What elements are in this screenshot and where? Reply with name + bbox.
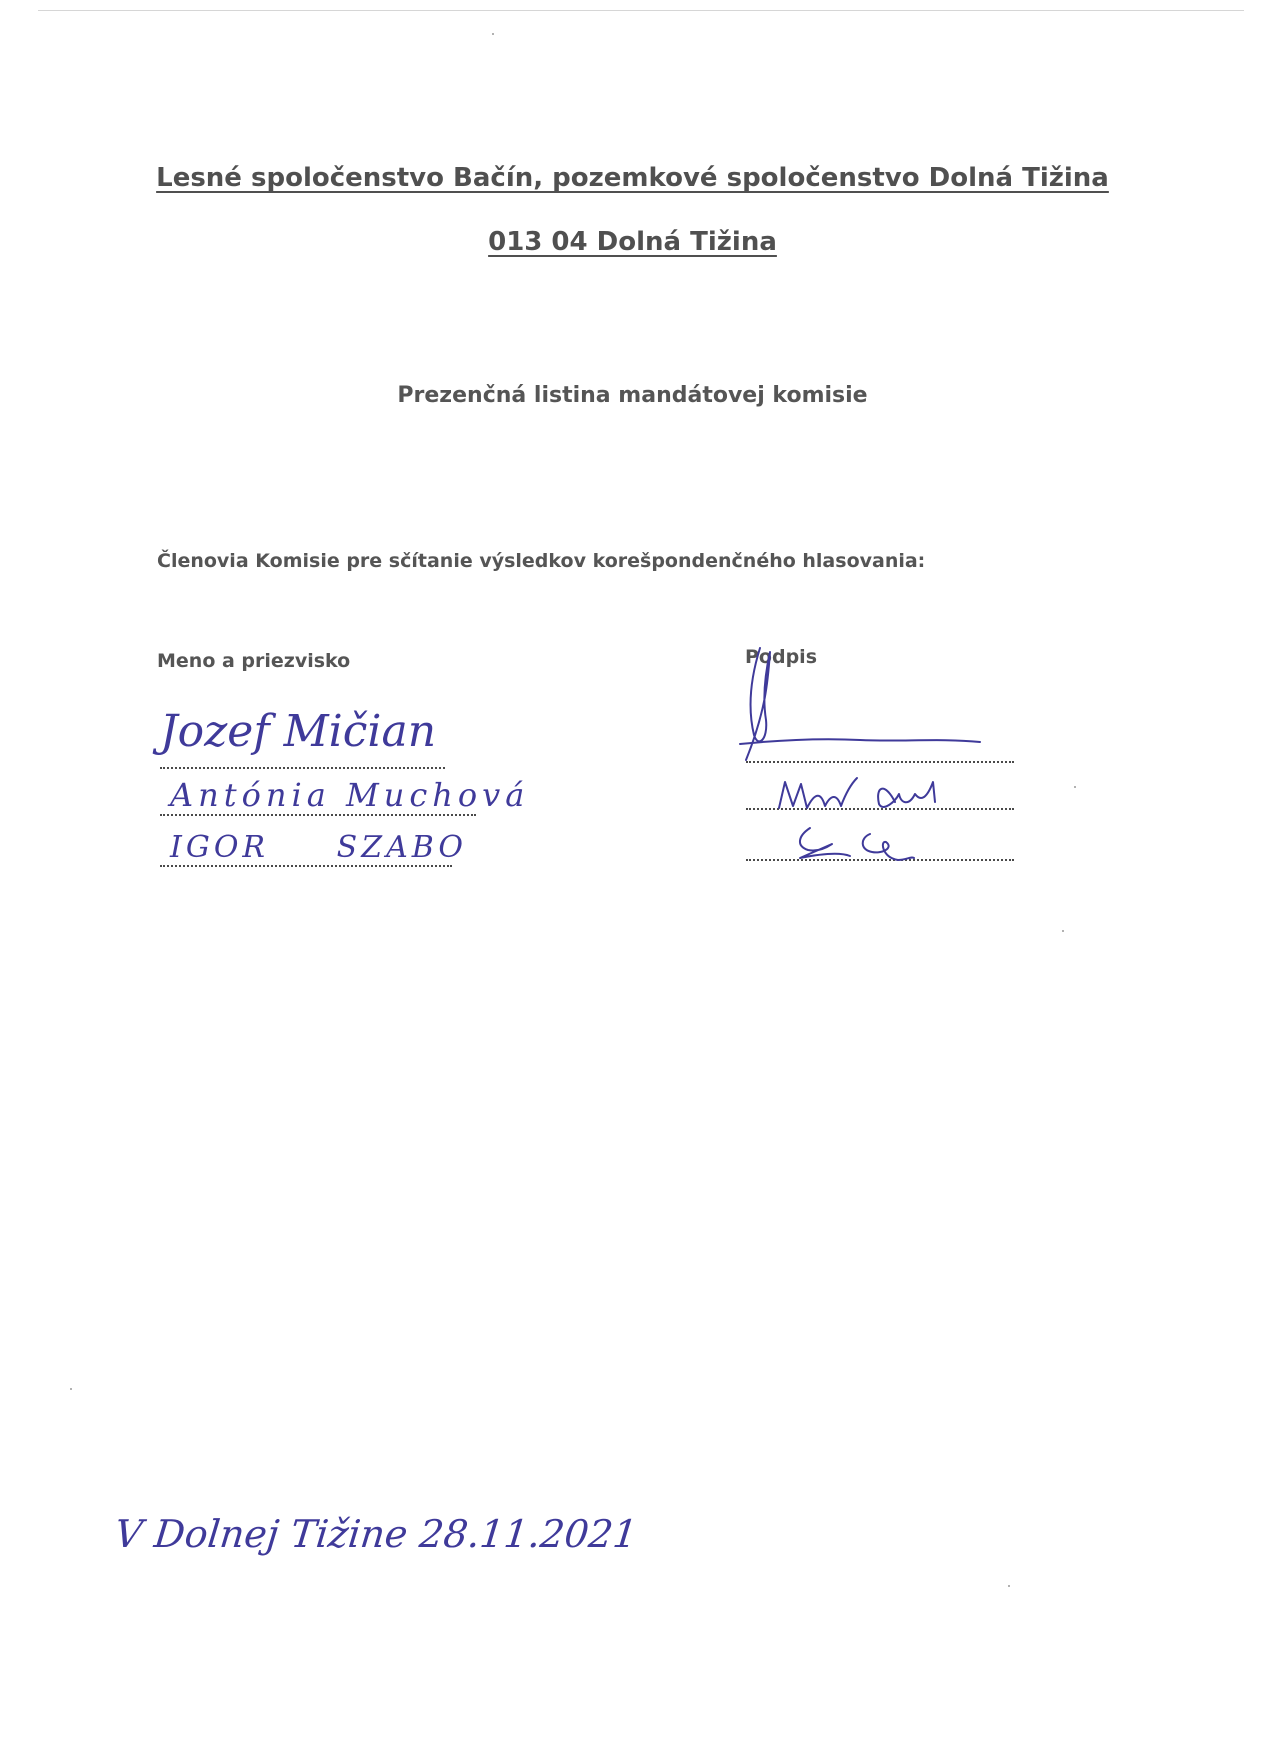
name-line bbox=[160, 865, 452, 867]
signature-1-handwritten bbox=[740, 640, 1000, 760]
signature-line bbox=[746, 761, 1014, 763]
name-line bbox=[160, 814, 476, 816]
name-line bbox=[160, 767, 445, 769]
organization-title: Lesné spoločenstvo Bačín, pozemkové spoločenstvo Dolná Tižina bbox=[156, 163, 1109, 193]
member-name-handwritten: Jozef Mičian bbox=[160, 706, 437, 757]
scan-edge bbox=[38, 10, 1244, 11]
section-heading: Členovia Komisie pre sčítanie výsledkov korešpondenčného hlasovania: bbox=[157, 550, 926, 572]
signature-2-handwritten bbox=[775, 772, 975, 822]
scan-speck bbox=[1074, 786, 1076, 788]
signature-3-handwritten bbox=[790, 822, 930, 872]
scan-speck bbox=[492, 33, 494, 35]
scan-speck bbox=[1008, 1585, 1010, 1587]
name-column-header: Meno a priezvisko bbox=[157, 650, 351, 672]
member-name-handwritten: IGOR SZABO bbox=[170, 830, 467, 865]
scan-speck bbox=[1062, 930, 1064, 932]
member-name-handwritten: Antónia Muchová bbox=[170, 776, 530, 814]
signature-column-header: Podpis bbox=[745, 646, 818, 668]
scan-speck bbox=[70, 1388, 72, 1390]
document-title: Prezenčná listina mandátovej komisie bbox=[397, 383, 868, 408]
organization-address: 013 04 Dolná Tižina bbox=[488, 227, 777, 257]
place-date-handwritten: V Dolnej Tižine 28.11.2021 bbox=[112, 1512, 640, 1556]
